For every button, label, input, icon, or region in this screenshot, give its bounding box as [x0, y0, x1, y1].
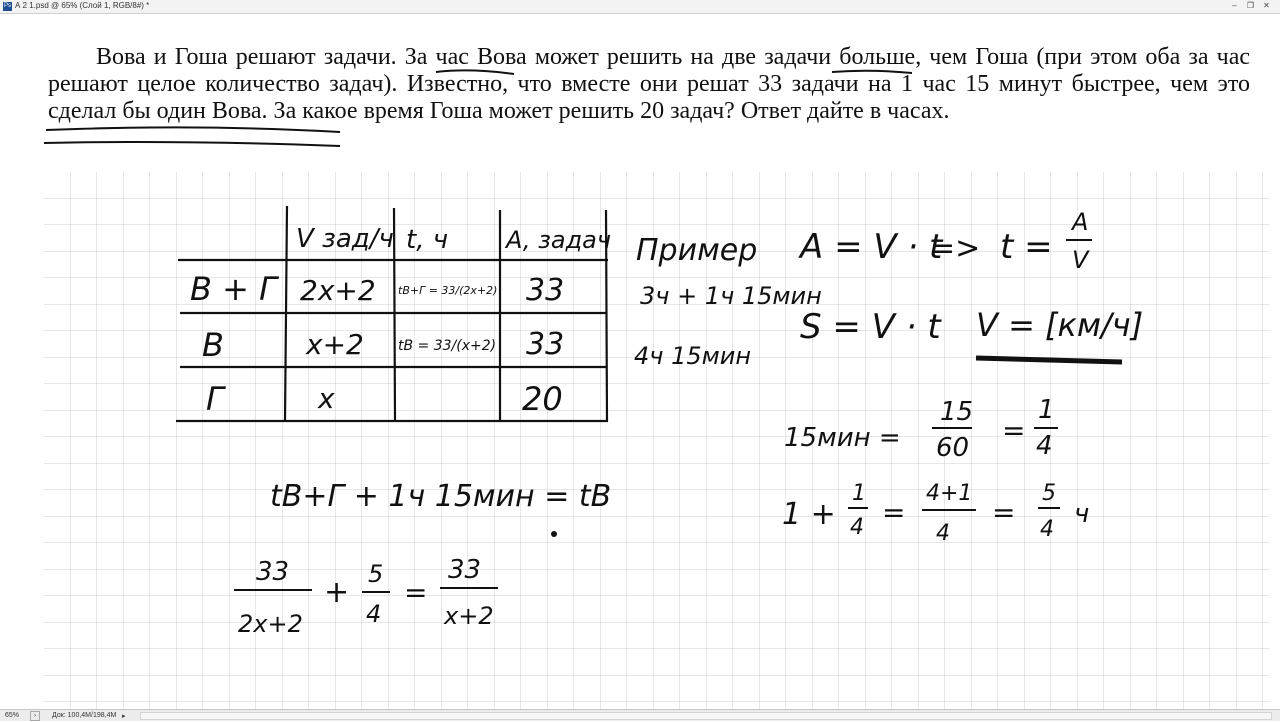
photoshop-icon: Ps [3, 3, 11, 9]
table-header-speed: V зад/ч [296, 224, 394, 254]
example-line-2: 4ч 15мин [634, 342, 752, 370]
minimize-button[interactable]: – [1232, 1, 1237, 10]
equation-equals: = [404, 576, 428, 609]
sum-equals-1: = [882, 496, 906, 529]
quarter-numerator: 1 [1038, 395, 1055, 425]
horizontal-scrollbar[interactable] [140, 712, 1272, 720]
maximize-button[interactable]: ❐ [1246, 1, 1255, 10]
row-vova-speed: x+2 [306, 328, 364, 361]
row-gosha-speed: x [318, 382, 335, 415]
minutes-equals: = [1002, 414, 1026, 447]
sum-left: 1 + [782, 497, 836, 532]
time-equation: tВ+Г + 1ч 15мин = tВ [270, 479, 612, 514]
formula-distance: S = V · t [800, 307, 941, 347]
formula-arrow: => [930, 231, 981, 266]
document-size: Док: 100,4M/198,4M [52, 712, 117, 719]
problem-statement [48, 44, 1250, 125]
equation-den-1: 2x+2 [238, 610, 303, 638]
close-button[interactable]: ✕ [1263, 1, 1270, 10]
equation-num-3: 33 [448, 555, 482, 585]
row-together-speed: 2x+2 [300, 274, 376, 307]
equation-num-2: 5 [368, 560, 384, 588]
table-header-work: A, задач [506, 226, 612, 254]
formula-speed-units: V = [км/ч] [976, 306, 1144, 344]
row-together-time: tВ+Г = 33/(2x+2) [398, 284, 498, 297]
sum-num-1: 1 [852, 481, 866, 506]
status-bar [0, 709, 1280, 721]
minutes-conversion: 15мин = [784, 423, 901, 453]
equation-den-3: x+2 [444, 602, 494, 630]
status-menu-icon[interactable]: › [30, 711, 40, 721]
equation-den-2: 4 [366, 600, 382, 628]
row-vova-work: 33 [526, 327, 565, 362]
equation-num-1: 33 [256, 557, 290, 587]
quarter-denominator: 4 [1036, 431, 1053, 461]
formula-time-num: A [1072, 208, 1089, 236]
example-line-1: 3ч + 1ч 15мин [640, 282, 822, 310]
sum-num-2: 4+1 [926, 481, 973, 506]
row-label-together: В + Г [190, 270, 277, 308]
problem-text: Вова и Гоша решают задачи. За час Вова может решить на две задачи больше, чем Гоша (при этом оба за час решают целое количество задач). Известно, что вместе они решат 33 задачи на 1 час 15 минут быстрее, чем это сделал бы один Вова. За какое время Гоша может решить 20 задач? Ответ дайте в часах. [48, 44, 1250, 124]
example-header: Пример [636, 233, 758, 268]
row-label-vova: В [202, 326, 224, 364]
formula-work: A = V · t [800, 227, 943, 267]
sum-equals-2: = [992, 496, 1016, 529]
minutes-numerator: 15 [940, 397, 974, 427]
formula-time-den: V [1072, 246, 1089, 274]
sum-unit: ч [1074, 499, 1090, 529]
table-header-time: t, ч [406, 225, 449, 255]
formula-time-label: t = [1000, 227, 1053, 267]
row-label-gosha: Г [206, 380, 224, 418]
equation-plus: + [324, 575, 350, 610]
row-vova-time: tВ = 33/(x+2) [398, 338, 497, 354]
sum-num-3: 5 [1042, 481, 1056, 506]
sum-den-2: 4 [936, 521, 950, 546]
status-arrow-icon[interactable]: ▸ [122, 713, 126, 720]
sum-den-1: 4 [850, 515, 864, 540]
zoom-level[interactable]: 65% [5, 712, 20, 719]
row-together-work: 33 [526, 273, 565, 308]
sum-den-3: 4 [1040, 517, 1054, 542]
document-title: А 2 1.psd @ 65% (Слой 1, RGB/8#) * [15, 1, 150, 10]
row-gosha-work: 20 [522, 380, 563, 418]
minutes-denominator: 60 [936, 433, 970, 463]
pen-dot [551, 531, 557, 537]
